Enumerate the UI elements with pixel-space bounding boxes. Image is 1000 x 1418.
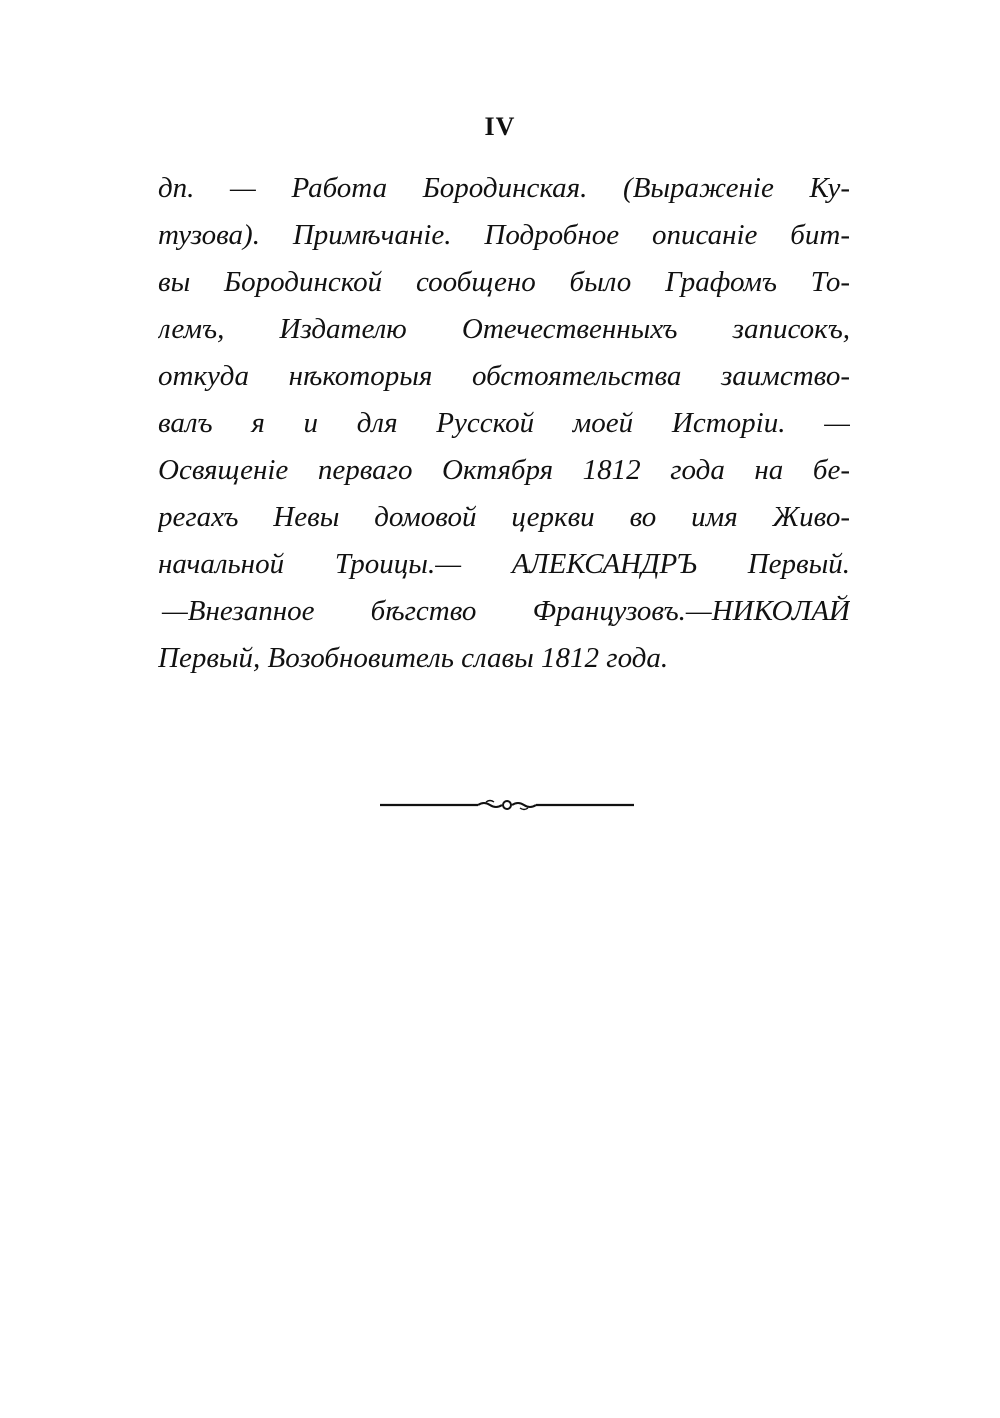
- decorative-divider-icon: [378, 795, 636, 815]
- text-line-9: начальной Троицы.— АЛЕКСАНДРЪ Первый.: [158, 548, 850, 580]
- text-line-7: Освященіе перваго Октября 1812 года на бе-: [158, 454, 850, 486]
- text-line-1: дп. — Работа Бородинская. (Выраженіе Ку-: [158, 172, 850, 204]
- text-line-5: откуда нѣкоторыя обстоятельства заимство-: [158, 360, 850, 392]
- text-line-6: валъ я и для Русской моей Исторіи. —: [158, 407, 850, 439]
- text-line-4: лемъ, Издателю Отечественныхъ записокъ,: [158, 313, 850, 345]
- text-line-11: Первый, Возобновитель славы 1812 года.: [158, 642, 669, 674]
- text-line-3: вы Бородинской сообщено было Графомъ То-: [158, 266, 850, 298]
- text-line-8: регахъ Невы домовой церкви во имя Живо-: [158, 501, 850, 533]
- body-text: [158, 165, 850, 682]
- text-line-10: —Внезапное бѣгство Французовъ.—НИКОЛАЙ: [162, 595, 850, 627]
- page-number: IV: [484, 112, 516, 141]
- text-line-2: тузова). Примѣчаніе. Подробное описаніе бит-: [158, 219, 850, 251]
